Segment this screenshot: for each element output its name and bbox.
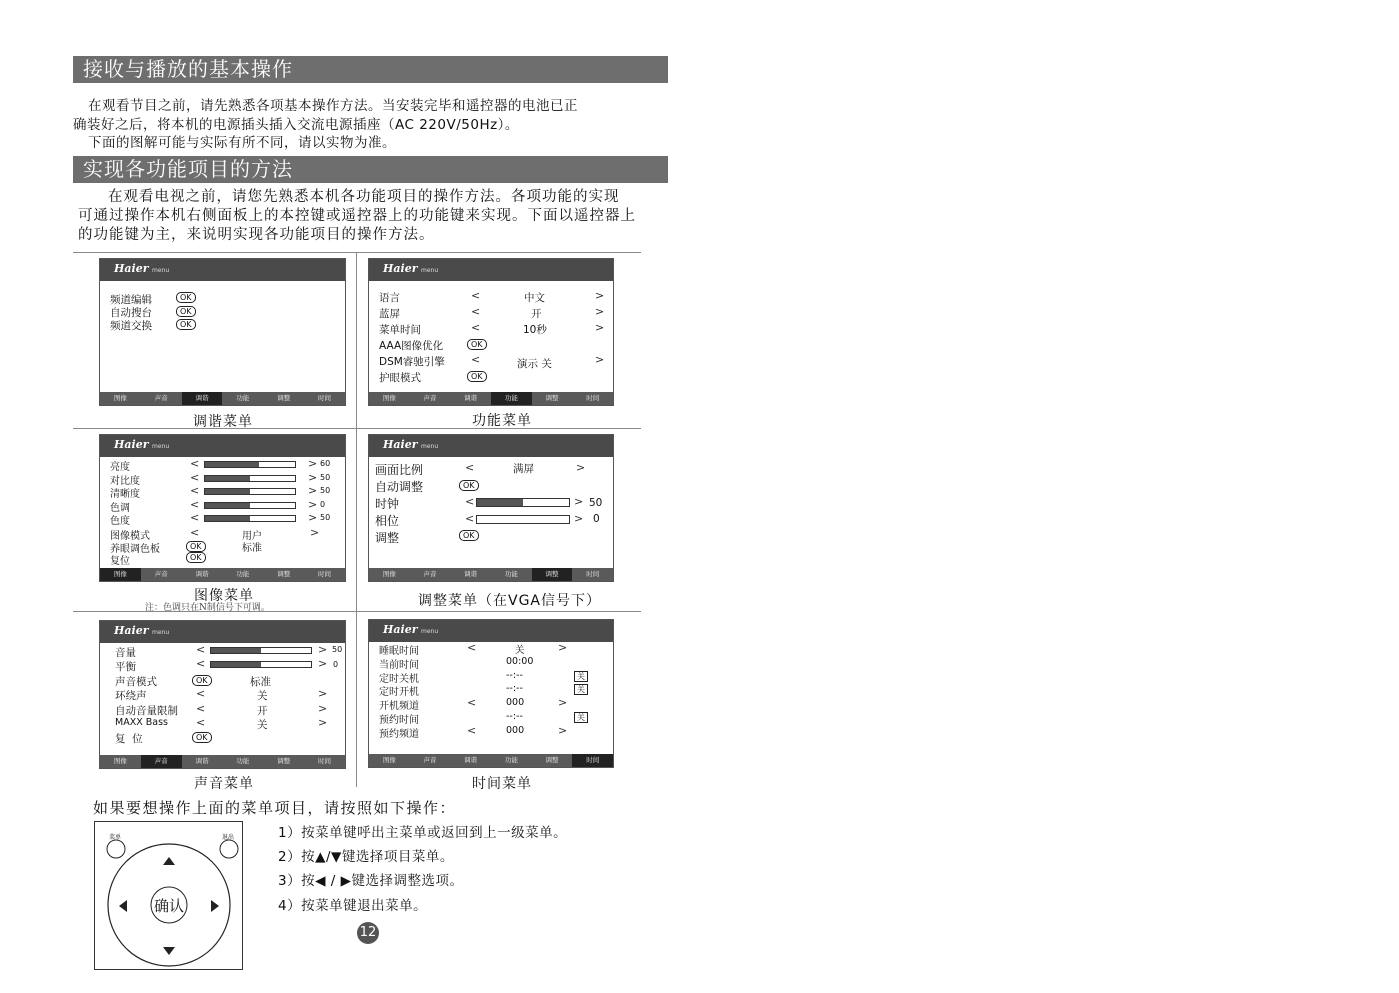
picture-level-bar <box>204 475 296 482</box>
tuning-item: 频道编辑 <box>110 294 152 306</box>
time-menu-screen <box>368 619 614 768</box>
confirm-key-label: 确认 <box>154 897 185 915</box>
screen-header <box>369 259 613 281</box>
function-value: 演示 关 <box>517 358 552 370</box>
picture-bar-value: 60 <box>320 459 331 468</box>
adjust-menu-screen <box>368 434 614 582</box>
grid-divider <box>356 252 357 787</box>
volume-bar <box>210 647 312 654</box>
instruction-step: 3）按◀ / ▶键选择调整选项。 <box>278 873 464 889</box>
tab-adjust: 调整 <box>545 394 559 402</box>
time-off-badge: 关 <box>574 712 588 723</box>
function-value: 中文 <box>524 292 545 304</box>
chevron-right-icon: > <box>308 497 318 511</box>
chevron-left-icon: < <box>190 526 200 539</box>
section-title-function-methods: 实现各功能项目的方法 <box>73 156 668 183</box>
instruction-step: 1）按菜单键呼出主菜单或返回到上一级菜单。 <box>278 825 568 841</box>
chevron-right-icon: > <box>558 723 568 737</box>
aspect-ratio-value: 满屏 <box>513 463 534 475</box>
tab-sound: 声音 <box>141 755 182 768</box>
menu-tab-bar <box>369 392 613 405</box>
clock-bar <box>476 498 570 507</box>
tab-time: 时间 <box>318 394 332 402</box>
ok-badge: OK <box>176 319 196 330</box>
clock-label: 时钟 <box>375 497 400 511</box>
haier-logo: Haier <box>383 438 418 451</box>
tuning-item: 自动搜台 <box>110 307 152 319</box>
chevron-left-icon: < <box>190 484 200 497</box>
chevron-right-icon: > <box>595 321 605 334</box>
haier-logo: Haier <box>383 623 418 636</box>
chevron-right-icon: > <box>318 716 328 729</box>
chevron-left-icon: < <box>190 470 200 484</box>
chevron-right-icon: > <box>595 289 605 302</box>
surround-value: 关 <box>257 690 268 702</box>
chevron-left-icon: < <box>196 687 206 700</box>
menu-subtitle: menu <box>152 443 170 450</box>
function-label: AAA图像优化 <box>379 340 444 352</box>
tab-function: 功能 <box>504 570 518 578</box>
ok-badge: OK <box>192 675 212 686</box>
picture-bar-label: 色调 <box>110 502 130 514</box>
chevron-right-icon: > <box>308 484 318 497</box>
paragraph-line: 的功能键为主，来说明实现各功能项目的操作方法。 <box>78 227 435 243</box>
chevron-left-icon: < <box>190 457 200 470</box>
tab-time: 时间 <box>586 394 600 402</box>
menu-tab-bar <box>100 568 345 581</box>
balance-value: 0 <box>333 660 339 669</box>
time-row-label: 睡眠时间 <box>379 646 419 657</box>
picture-level-bar <box>204 461 296 468</box>
tab-picture: 图像 <box>382 394 396 402</box>
function-label: 语言 <box>379 292 400 304</box>
reset-label: 复位 <box>110 556 130 567</box>
remote-control-diagram <box>94 821 243 970</box>
instruction-step: 2）按▲/▼键选择项目菜单。 <box>278 849 454 865</box>
picture-bar-value: 50 <box>320 513 331 522</box>
sound-menu-screen <box>99 620 346 769</box>
screen-header <box>369 435 613 457</box>
time-row-value: --:-- <box>506 669 523 681</box>
function-label: DSM睿驰引擎 <box>379 356 445 368</box>
chevron-right-icon: > <box>318 687 328 700</box>
tuning-item: 频道交换 <box>110 320 152 332</box>
tab-tuning: 调谐 <box>464 570 478 578</box>
menu-tab-bar <box>369 754 613 767</box>
adjust-menu-caption: 调整菜单（在VGA信号下） <box>418 593 602 609</box>
chevron-right-icon: > <box>558 696 568 710</box>
balance-bar <box>210 661 312 668</box>
tab-sound: 声音 <box>423 570 437 578</box>
chevron-left-icon: < <box>467 723 477 737</box>
chevron-left-icon: < <box>465 461 475 474</box>
chevron-right-icon: > <box>595 305 605 318</box>
time-row-value: 000 <box>506 697 525 709</box>
chevron-left-icon: < <box>465 495 475 508</box>
tuning-menu-screen <box>99 258 346 406</box>
screen-header <box>100 259 345 281</box>
volume-value: 50 <box>332 645 343 654</box>
chevron-left-icon: < <box>196 716 206 729</box>
chevron-left-icon: < <box>190 511 200 524</box>
function-value: 10秒 <box>523 324 547 336</box>
function-menu-caption: 功能菜单 <box>472 413 532 429</box>
function-menu-screen <box>368 258 614 406</box>
paragraph-line: 在观看节目之前，请先熟悉各项基本操作方法。当安装完毕和遥控器的电池已正 <box>88 98 578 114</box>
tab-function: 功能 <box>491 392 532 405</box>
tab-sound: 声音 <box>154 394 168 402</box>
menu-tab-bar <box>369 568 613 581</box>
avl-label: 自动音量限制 <box>115 705 178 717</box>
paragraph-line: 可通过操作本机右侧面板上的本控键或遥控器上的功能键来实现。下面以遥控器上 <box>78 208 636 224</box>
time-row-value: 000 <box>506 724 525 736</box>
balance-label: 平衡 <box>115 661 136 673</box>
tuning-menu-caption: 调谐菜单 <box>193 414 253 430</box>
eye-palette-value: 标准 <box>242 543 262 554</box>
tab-function: 功能 <box>504 756 518 764</box>
tab-function: 功能 <box>236 757 250 765</box>
picture-note: 注：色调只在N制信号下可调。 <box>145 603 270 613</box>
chevron-left-icon: < <box>190 497 200 511</box>
chevron-left-icon: < <box>465 512 475 525</box>
time-row-value: 00:00 <box>506 655 534 667</box>
ok-badge: OK <box>176 292 196 303</box>
ok-badge: OK <box>467 339 487 350</box>
surround-label: 环绕声 <box>115 690 147 702</box>
instructions-intro: 如果要想操作上面的菜单项目，请按照如下操作： <box>93 799 457 817</box>
time-row-label: 当前时间 <box>379 659 419 671</box>
tab-function: 功能 <box>236 394 250 402</box>
grid-divider <box>73 428 641 429</box>
picture-level-bar <box>204 515 296 522</box>
tab-sound: 声音 <box>154 570 168 578</box>
paragraph-line: 在观看电视之前，请您先熟悉本机各功能项目的操作方法。各项功能的实现 <box>108 189 620 205</box>
ok-badge: OK <box>459 480 479 491</box>
chevron-left-icon: < <box>471 321 481 334</box>
paragraph-line: 下面的图解可能与实际有所不同，请以实物为准。 <box>88 135 396 151</box>
tab-adjust: 调整 <box>545 756 559 764</box>
menu-subtitle: menu <box>152 267 170 274</box>
tab-time: 时间 <box>586 570 600 578</box>
tab-time: 时间 <box>572 754 613 767</box>
tab-time: 时间 <box>318 570 332 578</box>
time-row-value: 关 <box>515 645 525 656</box>
menu-subtitle: menu <box>421 267 439 274</box>
picture-bar-label: 对比度 <box>110 475 140 487</box>
picture-level-bar <box>204 488 296 495</box>
time-menu-caption: 时间菜单 <box>472 776 532 792</box>
chevron-right-icon: > <box>318 702 328 715</box>
picture-bar-value: 0 <box>320 499 326 509</box>
ok-badge: OK <box>176 306 196 317</box>
tab-tuning: 调谐 <box>464 756 478 764</box>
picture-bar-value: 50 <box>320 486 331 495</box>
function-value: 开 <box>531 308 542 320</box>
picture-menu-caption: 图像菜单 <box>194 588 254 604</box>
time-row-label: 开机频道 <box>379 701 419 713</box>
chevron-left-icon: < <box>467 696 477 710</box>
function-label: 护眼模式 <box>379 372 421 384</box>
volume-label: 音量 <box>115 647 136 659</box>
picture-level-bar <box>204 502 296 509</box>
picture-mode-value: 用户 <box>242 531 262 542</box>
tab-tuning: 调谐 <box>182 392 223 405</box>
function-label: 蓝屏 <box>379 308 400 320</box>
haier-logo: Haier <box>114 624 149 637</box>
tab-picture: 图像 <box>382 756 396 764</box>
ok-badge: OK <box>459 530 479 541</box>
menu-subtitle: menu <box>421 628 439 635</box>
time-row-value: --:-- <box>506 711 523 722</box>
tab-picture: 图像 <box>113 757 127 765</box>
picture-mode-label: 图像模式 <box>110 531 150 542</box>
time-row-label: 预约频道 <box>379 728 419 740</box>
ok-badge: OK <box>186 541 206 552</box>
maxx-bass-label: MAXX Bass <box>115 717 168 728</box>
auto-adjust-label: 自动调整 <box>375 480 424 494</box>
screen-header <box>100 435 345 457</box>
chevron-right-icon: > <box>574 512 584 525</box>
time-row-label: 定时关机 <box>379 673 419 685</box>
sound-mode-label: 声音模式 <box>115 676 157 688</box>
tab-adjust: 调整 <box>277 757 291 765</box>
chevron-left-icon: < <box>471 289 481 302</box>
haier-logo: Haier <box>383 262 418 275</box>
phase-value: 0 <box>593 513 600 525</box>
chevron-right-icon: > <box>308 470 318 484</box>
time-off-badge: 关 <box>574 684 588 695</box>
paragraph-line: 确装好之后，将本机的电源插头插入交流电源插座（AC 220V/50Hz）。 <box>73 117 519 133</box>
chevron-left-icon: < <box>196 643 206 656</box>
avl-value: 开 <box>257 705 268 717</box>
tab-picture: 图像 <box>382 570 396 578</box>
tab-time: 时间 <box>318 757 332 765</box>
tab-adjust: 调整 <box>277 570 291 578</box>
sound-menu-caption: 声音菜单 <box>194 776 254 792</box>
chevron-left-icon: < <box>471 305 481 318</box>
chevron-left-icon: < <box>467 641 477 654</box>
time-off-badge: 关 <box>574 671 588 682</box>
chevron-right-icon: > <box>308 457 318 470</box>
tab-tuning: 调谐 <box>464 394 478 402</box>
picture-bar-label: 亮度 <box>110 462 130 473</box>
tab-adjust: 调整 <box>532 568 573 581</box>
menu-tab-bar <box>100 392 345 405</box>
eye-palette-label: 养眼调色板 <box>110 544 160 555</box>
chevron-right-icon: > <box>574 495 584 508</box>
exit-key-label: 退出 <box>222 834 235 841</box>
picture-bar-label: 色度 <box>110 516 130 527</box>
clock-value: 50 <box>589 497 603 509</box>
time-row-value: --:-- <box>506 683 523 695</box>
menu-tab-bar <box>100 755 345 768</box>
instruction-step: 4）按菜单键退出菜单。 <box>278 898 428 914</box>
time-row-label: 预约时间 <box>379 715 419 726</box>
tab-sound: 声音 <box>423 756 437 764</box>
adjust-label: 调整 <box>375 531 400 545</box>
section-title-basic-operation: 接收与播放的基本操作 <box>73 56 668 83</box>
chevron-right-icon: > <box>310 526 320 539</box>
chevron-right-icon: > <box>318 657 328 670</box>
tab-picture: 图像 <box>100 568 141 581</box>
chevron-right-icon: > <box>595 353 605 366</box>
menu-key-label: 菜单 <box>109 834 122 841</box>
tab-tuning: 调谐 <box>195 570 209 578</box>
sound-reset-label: 复 位 <box>115 733 143 745</box>
picture-bar-label: 清晰度 <box>110 489 140 500</box>
chevron-right-icon: > <box>576 461 586 474</box>
menu-subtitle: menu <box>421 443 439 450</box>
tab-picture: 图像 <box>113 394 127 402</box>
time-row-label: 定时开机 <box>379 687 419 699</box>
tab-adjust: 调整 <box>277 394 291 402</box>
aspect-ratio-label: 画面比例 <box>375 463 424 477</box>
chevron-right-icon: > <box>308 511 318 524</box>
screen-header <box>369 620 613 642</box>
maxx-bass-value: 关 <box>257 719 268 731</box>
function-label: 菜单时间 <box>379 324 421 336</box>
phase-bar <box>476 515 570 524</box>
chevron-right-icon: > <box>558 641 568 654</box>
ok-badge: OK <box>192 732 212 743</box>
picture-bar-value: 50 <box>320 472 331 482</box>
sound-mode-value: 标准 <box>250 676 271 688</box>
chevron-left-icon: < <box>196 702 206 715</box>
haier-logo: Haier <box>114 262 149 275</box>
haier-logo: Haier <box>114 438 149 451</box>
menu-subtitle: menu <box>152 629 170 636</box>
tab-tuning: 调谐 <box>195 757 209 765</box>
chevron-right-icon: > <box>318 643 328 656</box>
tab-sound: 声音 <box>423 394 437 402</box>
screen-header <box>100 621 345 643</box>
tab-function: 功能 <box>236 570 250 578</box>
grid-divider <box>73 252 641 253</box>
chevron-left-icon: < <box>471 353 481 366</box>
ok-badge: OK <box>467 371 487 382</box>
ok-badge: OK <box>186 552 206 563</box>
phase-label: 相位 <box>375 514 400 528</box>
chevron-left-icon: < <box>196 657 206 670</box>
page-number-badge: 12 <box>357 922 379 944</box>
picture-menu-screen <box>99 434 346 582</box>
